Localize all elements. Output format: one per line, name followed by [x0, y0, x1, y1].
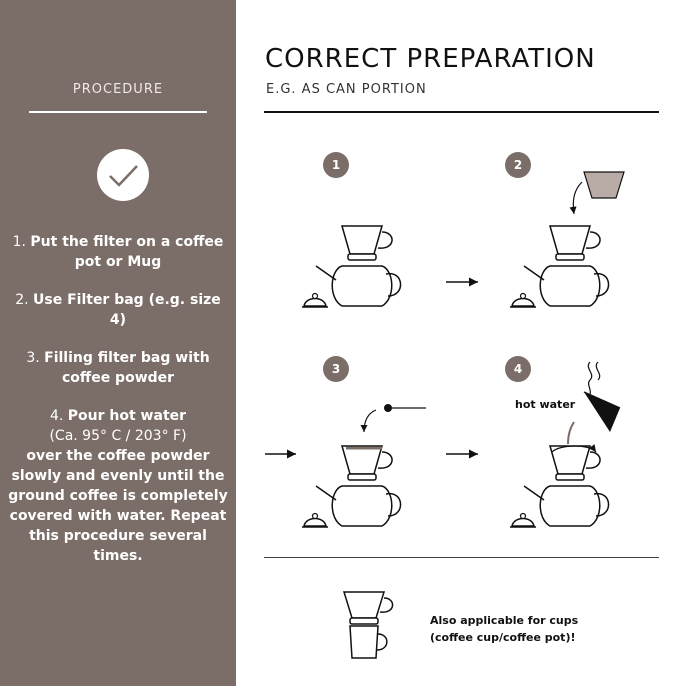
step-text: Put the filter on a coffee pot or Mug: [30, 234, 224, 270]
step-note: (Ca. 95° C / 203° F): [49, 428, 187, 444]
step-number: 1.: [12, 234, 26, 250]
hot-water-label: hot water: [515, 398, 576, 411]
sidebar-title: PROCEDURE: [72, 82, 164, 97]
cups-note-line-2: (coffee cup/coffee pot)!: [430, 631, 576, 644]
step-text-rest: over the coffee powder slowly and evenly until the ground coffee is completely covered with water. Repeat this procedure several times.: [8, 448, 228, 564]
page-title: CORRECT PREPARATION: [265, 44, 596, 74]
cups-note: [430, 612, 578, 646]
step-badge-2: 2: [505, 152, 531, 178]
cup-illustration: [344, 592, 393, 658]
step-2-illustration: [510, 226, 609, 307]
step-badge-1: 1: [323, 152, 349, 178]
step-text: Filling filter bag with coffee powder: [44, 350, 210, 386]
filter-bag-icon: [584, 172, 624, 198]
bottom-divider: [264, 557, 659, 558]
step-3-illustration: [302, 446, 401, 527]
step-number: 4.: [49, 408, 64, 424]
cups-note-line-1: Also applicable for cups: [430, 614, 579, 627]
arrow-icon: [573, 182, 582, 214]
step-4-illustration: [510, 446, 609, 527]
page-subtitle: E.G. AS CAN PORTION: [266, 82, 427, 97]
step-text: Pour hot water: [67, 408, 187, 424]
step-number: 2.: [15, 292, 29, 308]
step-1-illustration: [302, 226, 401, 307]
step-number: 3.: [26, 350, 40, 366]
step-text: Use Filter bag (e.g. size 4): [33, 292, 221, 328]
step-badge-4: 4: [505, 356, 531, 382]
kettle-icon: [584, 392, 620, 432]
step-badge-3: 3: [323, 356, 349, 382]
